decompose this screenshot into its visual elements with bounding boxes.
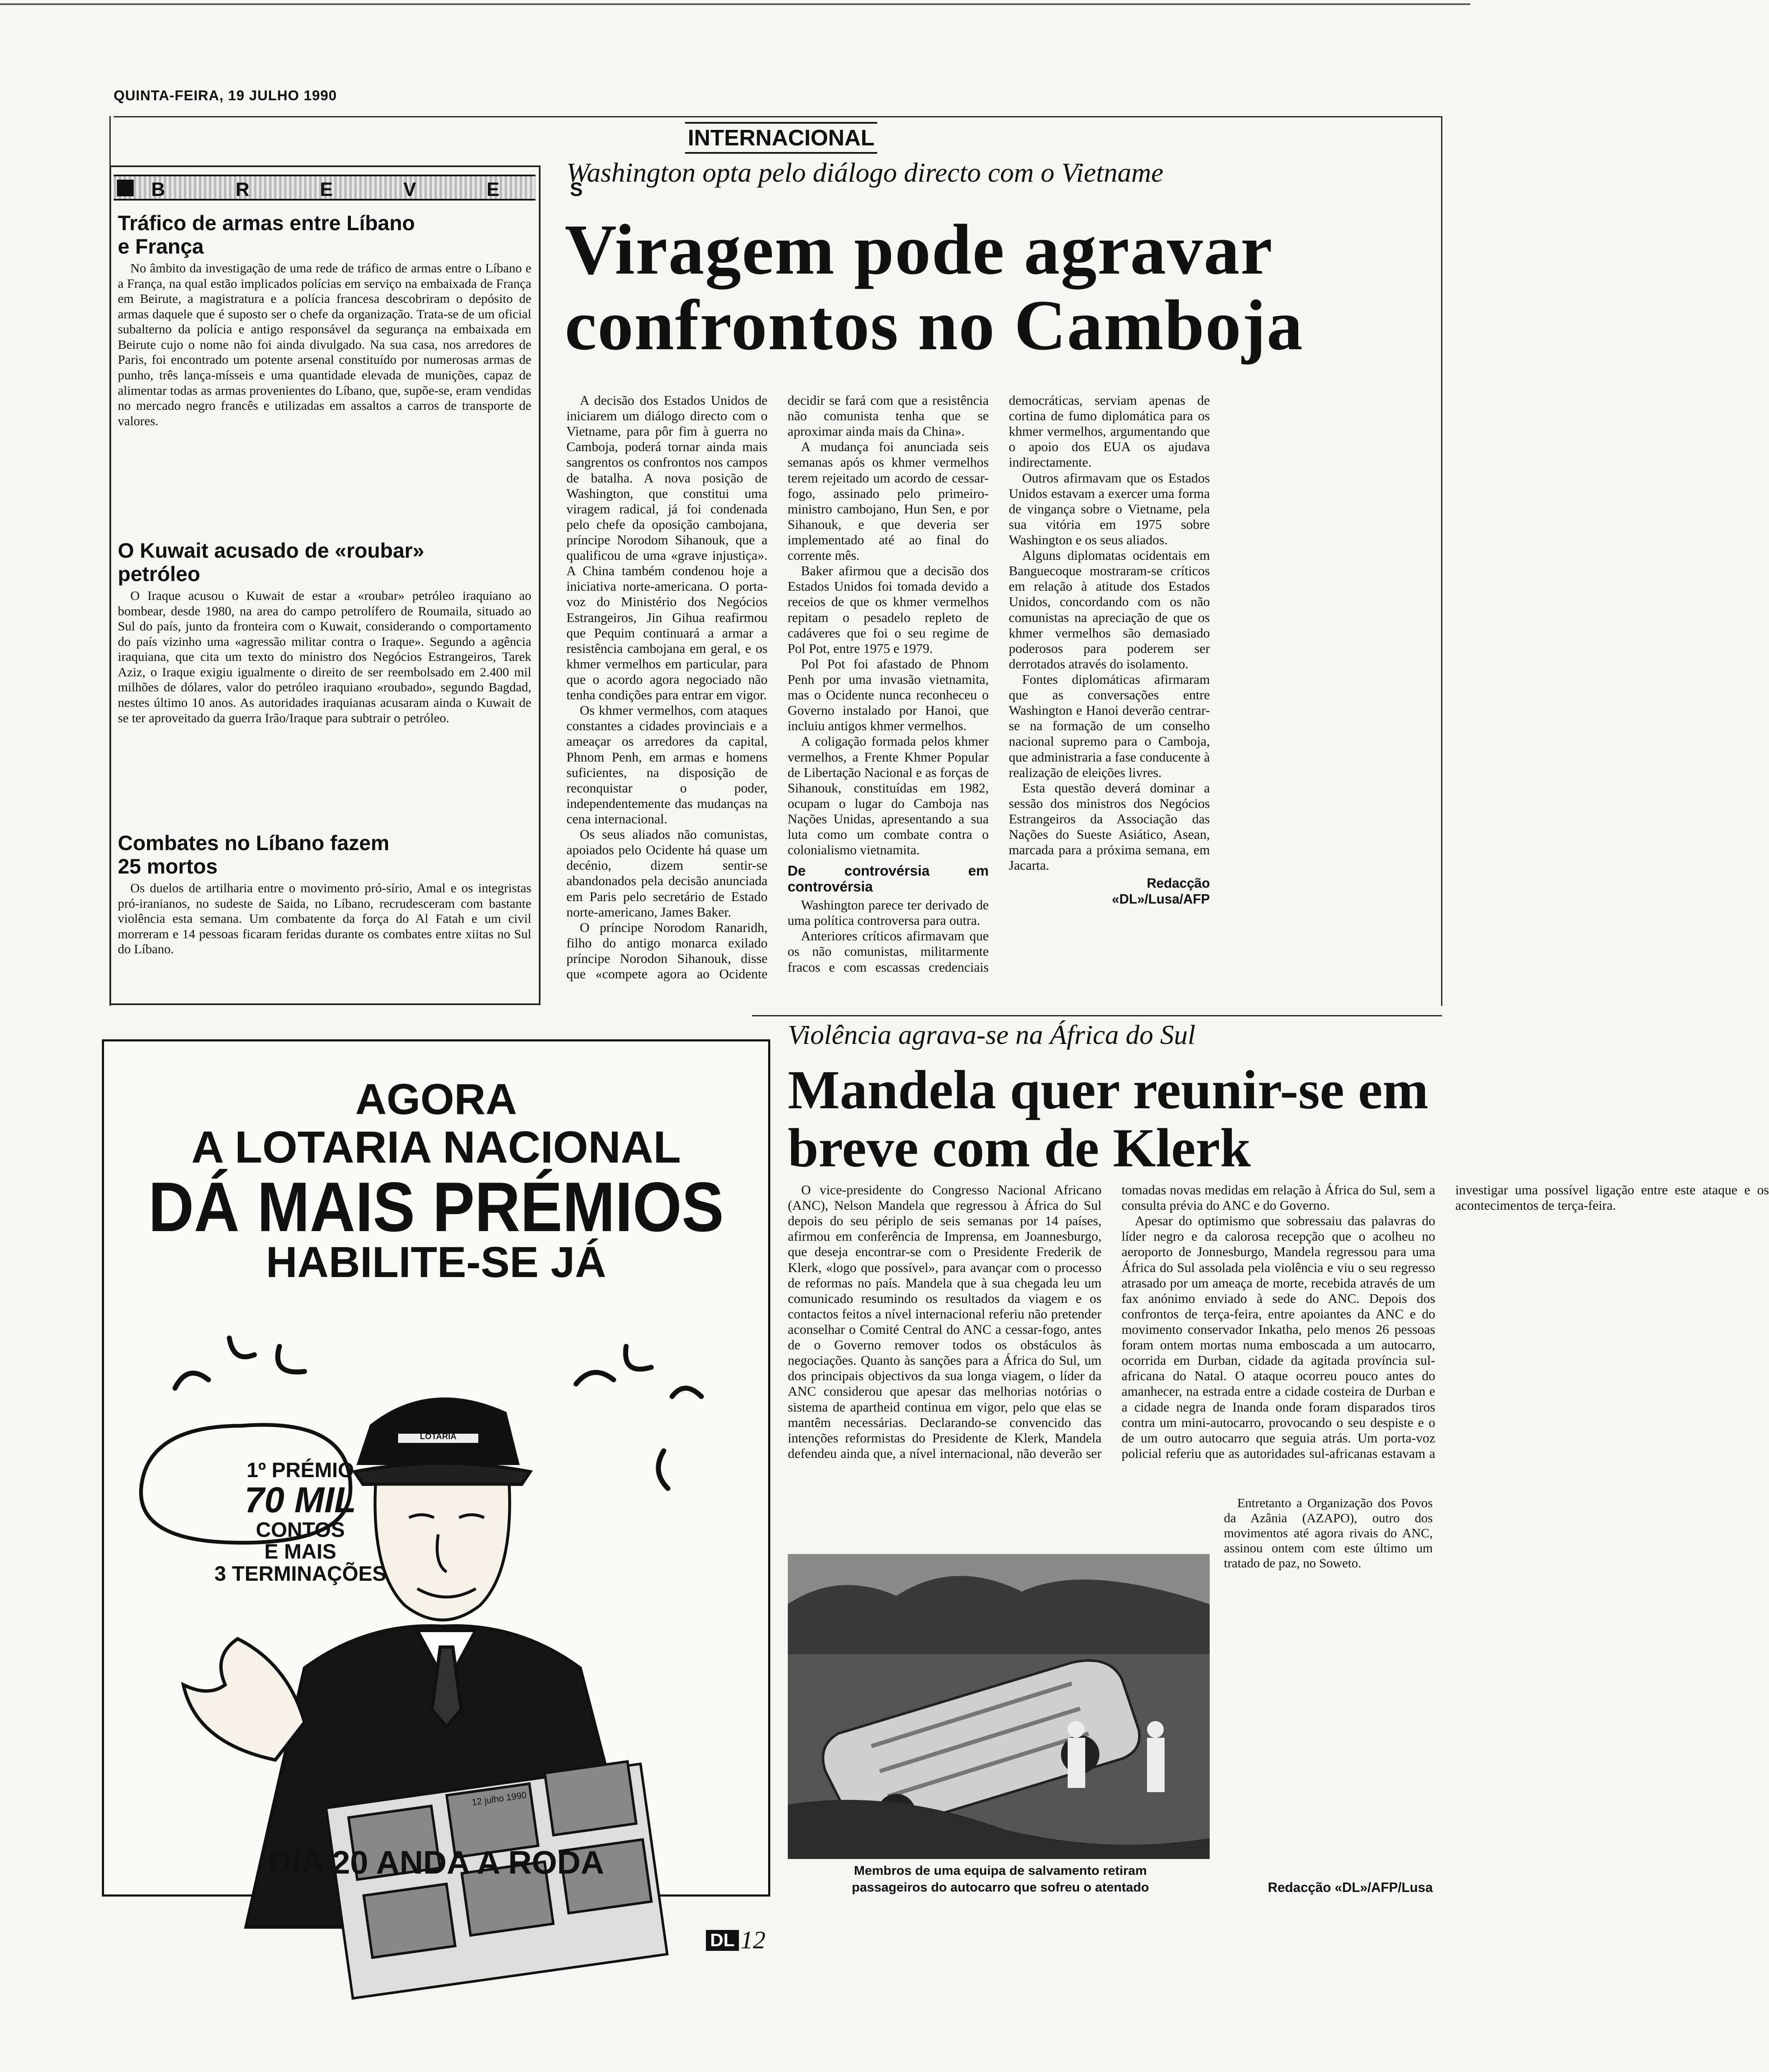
bus-accident-photo xyxy=(788,1554,1210,1859)
breves-label-bar xyxy=(114,175,616,201)
ad-line-4: HABILITE-SE JÁ xyxy=(266,1238,607,1287)
cap-badge: LOTARIA xyxy=(420,1432,457,1441)
mandela-credit: Redacção «DL»/AFP/Lusa xyxy=(1268,1880,1433,1895)
ticket-date: 12 julho 1990 xyxy=(471,1789,528,1808)
camboja-paragraph: Alguns diplomatas ocidentais em Banguecoque mostraram-se críticos em relação à atitude dos Estados Unidos, concordando com os não comunistas na apreciação de que os khmer vermelhos são demasiado poderosos para poderem ser derrotados através do isolamento. xyxy=(1009,548,1210,671)
camboja-paragraph: Os seus aliados não comunistas, apoiados pelo Ocidente há quase um decénio, dizem sentir-se abandonados pela decisão anunciada em Paris pelo secretário de Estado norte-americano, James Baker. xyxy=(566,827,768,919)
balloon-text xyxy=(204,1459,396,1584)
camboja-paragraph: Fontes diplomáticas afirmaram que as conversações entre Washington e Hanoi deverão centrar-se na formação de um conselho nacional supremo para o Camboja, que administraria a fase conducente à realização de eleições livres. xyxy=(1009,671,1210,780)
breves-item-title: O Kuwait acusado de «roubar» petróleo xyxy=(118,539,424,586)
camboja-paragraph: A mudança foi anunciada seis semanas após os khmer vermelhos terem rejeitado um acordo de cessar-fogo, assinado pelo primeiro-ministro cambojano, Hun Sen, e por Sihanouk, e que deveria ser implementado até ao final do corrente mês. xyxy=(787,439,989,563)
camboja-credit xyxy=(1009,876,1210,906)
mandela-body-side xyxy=(1224,1496,1433,1863)
mandela-paragraph: O vice-presidente do Congresso Nacional Africano (ANC), Nelson Mandela que regressou à África do Sul depois do seu périplo de seis semanas por 14 países, afirmou em conferência de Imprensa, em Joannesburgo, que deseja encontrar-se com o Presidente Frederik de Klerk, «logo que possível», para avançar com o processo de reformas no país. Mandela que à sua chegada leu um comunicado resumindo os resultados da viagem e os contactos feitos a nível internacional referiu não pretender aconselhar o Comité Central do ANC a cessar-fogo, antes de o Governo remover todos os obstáculos às negociações. Quanto às sanções para a África do Sul, um dos principais objectivos da sua longa viagem, o líder da ANC considerou que apesar das melhorias notórias o sistema de apartheid continua em vigor, pelo que elas se mantêm necessárias. Declarando-se convencido das intenções reformistas do Presidente de Klerk, Mandela defendeu ainda que, a nível internacional, não deverão ser tomadas novas medidas em relação à África do Sul, sem a consulta prévia do ANC e do Governo. xyxy=(788,1182,1435,1461)
balloon-line: 3 TERMINAÇÕES xyxy=(214,1562,386,1585)
camboja-paragraph: Esta questão deverá dominar a sessão dos ministros dos Negócios Estrangeiros da Associação das Nações do Sueste Asiático, Asean, marcada para a próxima semana, em Jacarta. xyxy=(1009,780,1210,873)
section-tag: INTERNACIONAL xyxy=(685,122,877,154)
camboja-kicker: Washington opta pelo diálogo directo com o Vietname xyxy=(566,157,1164,188)
mandela-paragraph: Entretanto a Organização dos Povos da Azânia (AZAPO), outro dos movimentos até agora rivais do ANC, assinou ontem com este último um tratado de paz, no Soweto. xyxy=(1224,1496,1433,1570)
photo-caption-line: passageiros do autocarro que sofreu o atentado xyxy=(852,1880,1149,1895)
ad-line-1: AGORA xyxy=(355,1075,517,1124)
breves-square-icon xyxy=(117,180,134,196)
frame-top-rule xyxy=(114,116,1442,117)
page-number: 12 xyxy=(740,1926,766,1954)
page-folio xyxy=(706,1926,766,1955)
breves-item-1 xyxy=(118,211,531,429)
balloon-line xyxy=(204,1481,396,1541)
camboja-paragraph: A decisão dos Estados Unidos de iniciarem um diálogo directo com o Vietname, para pôr fim à guerra no Camboja, poderá tornar ainda mais sangrentos os confrontos nos campos de batalha. A nova posição de Washington, que constitui uma viragem radical, já foi condenada pelo chefe da oposição cambojana, príncipe Norodom Sihanouk, que a qualificou de uma «grave injustiça». A China também condenou hoje a iniciativa norte-americana. O porta-voz do Ministério dos Negócios Estrangeiros, Jin Gihua reafirmou que Pequim continuará a armar a resistência cambojana em geral, e os khmer vermelhos em particular, para que o acordo agora negociado não tenha condições para entrar em vigor. xyxy=(566,393,768,703)
breves-item-text: Os duelos de artilharia entre o movimento pró-sírio, Amal e os integristas pró-iranianos, no sudeste de Saida, no Líbano, recrudesceram com bastante violência esta semana. Um combatente da força do Al Fatah e um civil morreram e 14 pessoas ficaram feridas durante os combates entre xiitas no Sul do Líbano. xyxy=(118,881,531,957)
camboja-paragraph: Baker afirmou que a decisão dos Estados Unidos foi tomada devido a receios de que os khmer vermelhos repitam o pesadelo repleto de cadáveres que foi o seu regime de Pol Pot, entre 1975 e 1979. xyxy=(787,563,989,656)
camboja-paragraph: O príncipe Norodom Ranaridh, filho do antigo monarca exilado príncipe Norodon Sihanouk, disse que «compete agora ao Ocidente decidir se fará com que a resistência não comunista tenha que se aproximar ainda mais da China». xyxy=(566,393,989,982)
ad-line-3: DÁ MAIS PRÉMIOS xyxy=(148,1168,724,1246)
camboja-paragraph: A coligação formada pelos khmer vermelhos, a Frente Khmer Popular de Libertação Nacional e as forças de Sihanouk, constituídas em 1982, ocupam o lugar do Camboja nas Nações Unidas, apresentando a sua luta como um combate contra o colonialismo vietnamita. xyxy=(787,734,989,858)
breves-item-3 xyxy=(118,831,531,957)
breves-item-title: Combates no Líbano fazem 25 mortos xyxy=(118,831,390,878)
camboja-credit-line: «DL»/Lusa/AFP xyxy=(1112,891,1210,906)
camboja-paragraph: Anteriores críticos afirmavam que os não comunistas, militarmente fracos e com escassas credenciais democráticas, serviam apenas de cortina de fumo diplomática para os khmer vermelhos, argumentando que o apoio dos EUA os ajudava indirectamente. xyxy=(787,393,1210,975)
ad-line-2: A LOTARIA NACIONAL xyxy=(191,1122,681,1172)
balloon-unit: CONTOS xyxy=(256,1518,345,1541)
page-date: QUINTA-FEIRA, 19 JULHO 1990 xyxy=(114,88,337,104)
camboja-body xyxy=(566,393,1431,990)
balloon-prize: 70 MIL xyxy=(244,1480,356,1520)
top-rule xyxy=(0,3,1470,5)
camboja-subhead: De controvérsia em controvérsia xyxy=(787,863,989,895)
camboja-paragraph: Outros afirmavam que os Estados Unidos estavam a exercer uma forma de vingança sobre o Vietname, pela sua vitória em 1975 sobre Washington e os seus aliados. xyxy=(1009,470,1210,547)
breves-label: B R E V E S xyxy=(151,178,616,200)
mandela-body-top xyxy=(788,1182,1769,1491)
ad-footer: DIA 20 ANDA A RODA xyxy=(268,1844,604,1881)
balloon-line: E MAIS xyxy=(264,1540,337,1564)
breves-item-title: Tráfico de armas entre Líbano e França xyxy=(118,211,415,258)
mandela-kicker: Violência agrava-se na África do Sul xyxy=(788,1020,1195,1050)
lotaria-ad xyxy=(102,1039,770,1897)
balloon-line: 1º PRÉMIO xyxy=(246,1458,354,1482)
mandela-headline: Mandela quer reunir-se em breve com de Klerk xyxy=(788,1059,1429,1178)
frame-right-rule xyxy=(1441,116,1442,1006)
photo-caption-line: Membros de uma equipa de salvamento retiram xyxy=(854,1863,1147,1878)
camboja-headline: Viragem pode agravar confrontos no Camboja xyxy=(565,210,1304,365)
breves-item-2 xyxy=(118,539,531,726)
camboja-credit-line: Redacção xyxy=(1147,876,1210,891)
mandela-paragraph: Apesar do optimismo que sobressaiu das palavras do líder negro e da calorosa recepção que o acolheu no aeroporto de Jonnesburgo, Mandela regressou para uma África do Sul assolada pela violência e viu o seu regresso atrasado por um ameaça de morte, recebida através de um fax anónimo enviado à sede do ANC. Depois dos confrontos de terça-feira, entre apoiantes da ANC e do movimento conservador Inkatha, pelo menos 26 pessoas foram ontem mortas numa emboscada a um autocarro, ocorrida em Durban, cidade da agitada província sul-africana do Natal. O ataque ocorreu pouco antes do amanhecer, na estrada entre a cidade costeira de Durban e a cidade negra de Inanda onde foram disparados tiros contra um mini-autocarro, provocando o seu despiste e o de um outro autocarro que seguia atrás. Um porta-voz policial referiu que as autoridades sul-africanas estavam a investigar uma possível ligação entre este ataque e os acontecimentos de terça-feira. xyxy=(1122,1182,1769,1461)
camboja-paragraph: Washington parece ter derivado de uma política controversa para outra. xyxy=(787,897,989,928)
camboja-paragraph: Os khmer vermelhos, com ataques constantes a cidades provinciais e a ameaçar os arredores da capital, Phnom Penh, em armas e homens suficientes, na disposição de reconquistar o poder, independentemente das mudanças na cena internacional. xyxy=(566,703,768,826)
mid-rule xyxy=(752,1015,1442,1016)
breves-item-text: No âmbito da investigação de uma rede de tráfico de armas entre o Líbano e a França, na qual estão implicados polícias em serviço na embaixada de França em Beirute, a magistratura e a polícia francesa descobriram o depósito de armas daquele que é suposto ser o chefe da organização. Trata-se de um oficial subalterno da polícia e antigo responsável da segurança na embaixada em Beirute cujo o nome não foi ainda divulgado. Na sua casa, nos arredores de Paris, foi encontrado um potente arsenal constituído por numerosas armas de punho, três lança-mísseis e uma quantidade elevada de munições, capaz de alimentar todas as armas provenientes do Líbano, que, supõe-se, eram vendidas no mercado negro francês e utilizadas em assaltos a carros de transporte de valores. xyxy=(118,261,531,428)
camboja-paragraph: Pol Pot foi afastado de Phnom Penh por uma invasão vietnamita, mas o Ocidente nunca reconheceu o Governo instalado por Hanoi, que incluiu antigos khmer vermelhos. xyxy=(787,656,989,734)
dl-logo: DL xyxy=(706,1930,739,1951)
photo-caption xyxy=(785,1862,1216,1896)
breves-item-text: O Iraque acusou o Kuwait de estar a «roubar» petróleo iraquiano ao bombear, desde 1980, na area do campo petrolífero de Roumaila, situado ao Sul do país, junto da fronteira com o Kuwait, considerando o comportamento do país vizinho uma «agressão militar contra o Iraque». Segundo a agência iraquiana, que cita um texto do ministro dos Negócios Estrangeiros, Tarek Aziz, o Iraque exigiu igualmente o direito de ser reembolsado em 2.400 mil milhões de dólares, valor do petróleo iraquiano «roubado», segundo Bagdad, nestes último 10 anos. As autoridades iraquianas acusaram ainda o Kuwait de se ter aproveitado da guerra Irão/Iraque para subtrair o petróleo. xyxy=(118,588,531,725)
